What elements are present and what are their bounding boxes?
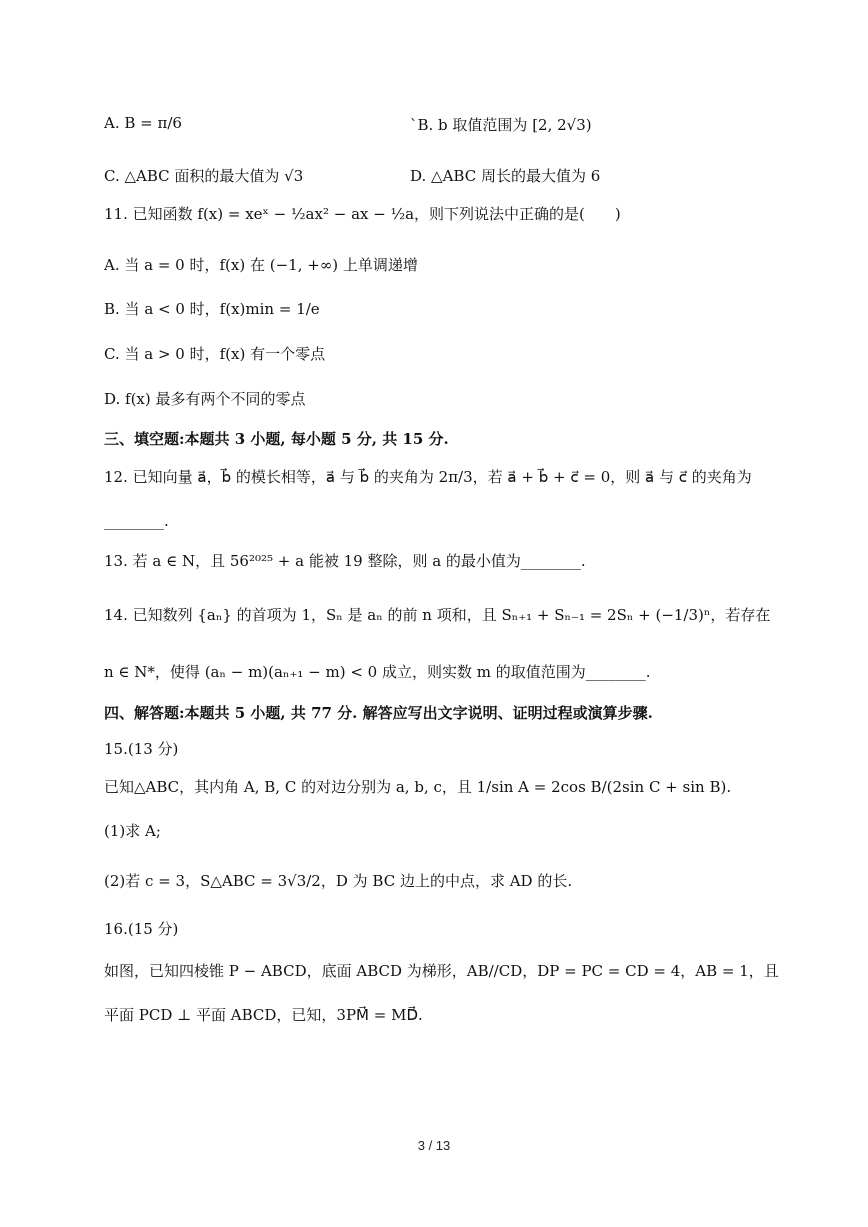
q12-line1: 12. 已知向量 a⃗，b⃗ 的模长相等，a⃗ 与 b⃗ 的夹角为 2π/3，若 a⃗ + b⃗ + c⃗ = 0，则 a⃗ 与 c⃗ 的夹角为 (104, 468, 752, 486)
section-3-heading: 三、填空题:本题共 3 小题, 每小题 5 分, 共 15 分. (104, 430, 449, 448)
q15-part1: (1)求 A; (104, 822, 161, 840)
q13: 13. 若 a ∈ N，且 56²⁰²⁵ + a 能被 19 整除，则 a 的最小值为________. (104, 552, 586, 570)
page-number: 3 / 13 (417, 1138, 451, 1153)
q10-option-d: D. △ABC 周长的最大值为 6 (410, 167, 601, 185)
q14-line1: 14. 已知数列 {aₙ} 的首项为 1，Sₙ 是 aₙ 的前 n 项和，且 Sₙ₊₁ + Sₙ₋₁ = 2Sₙ + (−1/3)ⁿ，若存在 (104, 606, 771, 624)
q10-option-c: C. △ABC 面积的最大值为 √3 (104, 167, 304, 185)
q12-blank: ________. (104, 512, 169, 530)
q11-option-c: C. 当 a > 0 时，f(x) 有一个零点 (104, 345, 326, 363)
q16-label: 16.(15 分) (104, 920, 179, 938)
section-4-heading: 四、解答题:本题共 5 小题, 共 77 分. 解答应写出文字说明、证明过程或演算步骤. (104, 704, 653, 722)
q15-stem: 已知△ABC，其内角 A, B, C 的对边分别为 a, b, c，且 1/sin A = 2cos B/(2sin C + sin B). (104, 778, 732, 796)
q10-option-a: A. B = π/6 (104, 114, 182, 132)
q16-line1: 如图，已知四棱锥 P − ABCD，底面 ABCD 为梯形，AB//CD，DP = PC = CD = 4，AB = 1，且 (104, 962, 779, 980)
q11-stem: 11. 已知函数 f(x) = xeˣ − ½ax² − ax − ½a，则下列说法中正确的是( ) (104, 205, 621, 223)
q16-line2: 平面 PCD ⊥ 平面 ABCD，已知，3PM⃗ = MD⃗. (104, 1006, 423, 1024)
q10-option-b: `B. b 取值范围为 [2, 2√3) (410, 116, 592, 134)
q15-part2: (2)若 c = 3，S△ABC = 3√3/2，D 为 BC 边上的中点，求 AD 的长. (104, 872, 573, 890)
q11-option-a: A. 当 a = 0 时，f(x) 在 (−1, +∞) 上单调递增 (104, 256, 418, 274)
q14-line2: n ∈ N*，使得 (aₙ − m)(aₙ₊₁ − m) < 0 成立，则实数 m 的取值范围为________. (104, 663, 651, 681)
q11-option-b: B. 当 a < 0 时，f(x)min = 1/e (104, 300, 320, 318)
q15-label: 15.(13 分) (104, 740, 179, 758)
q11-option-d: D. f(x) 最多有两个不同的零点 (104, 390, 306, 408)
